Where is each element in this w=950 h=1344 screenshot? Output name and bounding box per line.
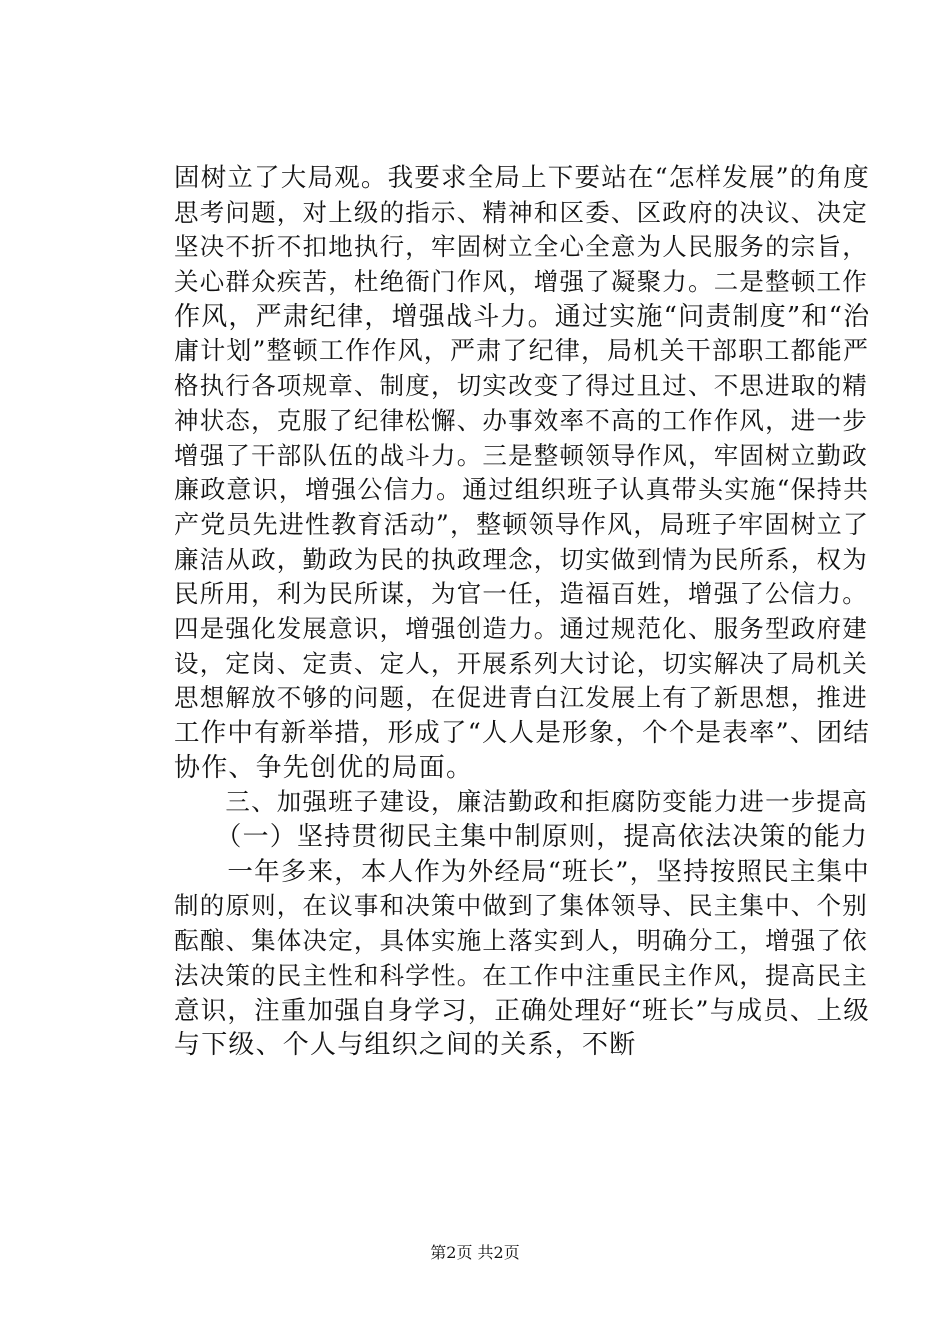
text-line: 制的原则，在议事和决策中做到了集体领导、民主集中、个别 (174, 891, 868, 921)
document-body (174, 161, 874, 1063)
page-number: 第2页 共2页 (430, 1243, 520, 1262)
text-line: 格执行各项规章、制度，切实改变了得过且过、不思进取的精 (174, 371, 868, 401)
text-line: 意识，注重加强自身学习，正确处理好“班长”与成员、上级 (174, 995, 870, 1026)
text-line: 四是强化发展意识，增强创造力。通过规范化、服务型政府建 (174, 613, 868, 643)
text-line: 工作中有新举措，形成了“人人是形象，个个是表率”、团结 (174, 718, 870, 748)
subsection-heading: （一）坚持贯彻民主集中制原则，提高依法决策的能力 (174, 822, 869, 853)
text-line: 廉洁从政，勤政为民的执政理念，切实做到情为民所系，权为 (174, 544, 868, 574)
text-line: 廉政意识，增强公信力。通过组织班子认真带头实施“保持共 (174, 475, 870, 505)
text-line: 与下级、个人与组织之间的关系，不断 (174, 1030, 637, 1061)
text-line: 思想解放不够的问题，在促进青白江发展上有了新思想，推进 (174, 683, 868, 713)
text-line: 民所用，利为民所谋，为官一任，造福百姓，增强了公信力。 (174, 579, 868, 609)
text-line: 思考问题，对上级的指示、精神和区委、区政府的决议、决定 (174, 197, 868, 227)
text-line: 庸计划”整顿工作作风，严肃了纪律，局机关干部职工都能严 (174, 336, 870, 366)
text-line: 作风，严肃纪律，增强战斗力。通过实施“问责制度”和“治 (174, 301, 871, 332)
text-line: 固树立了大局观。我要求全局上下要站在“怎样发展”的角度 (174, 163, 870, 193)
text-line: 酝酿、集体决定，具体实施上落实到人，明确分工，增强了依 (174, 926, 868, 956)
text-line: 产党员先进性教育活动”，整顿领导作风，局班子牢固树立了 (174, 509, 870, 539)
text-line: 关心群众疾苦，杜绝衙门作风，增强了凝聚力。二是整顿工作 (174, 267, 868, 297)
section-heading: 三、加强班子建设，廉洁勤政和拒腐防变能力进一步提高 (174, 787, 868, 817)
text-line: 神状态，克服了纪律松懈、办事效率不高的工作作风，进一步 (174, 405, 868, 435)
text-line: 设，定岗、定责、定人，开展系列大讨论，切实解决了局机关 (174, 648, 868, 678)
text-line: 协作、争先创优的局面。 (174, 752, 474, 783)
text-line: 法决策的民主性和科学性。在工作中注重民主作风，提高民主 (174, 960, 868, 990)
text-line: 增强了干部队伍的战斗力。三是整顿领导作风，牢固树立勤政 (174, 440, 868, 470)
text-line: 坚决不折不扣地执行，牢固树立全心全意为人民服务的宗旨， (174, 232, 868, 262)
text-line: 一年多来，本人作为外经局“班长”，坚持按照民主集中 (174, 856, 870, 887)
